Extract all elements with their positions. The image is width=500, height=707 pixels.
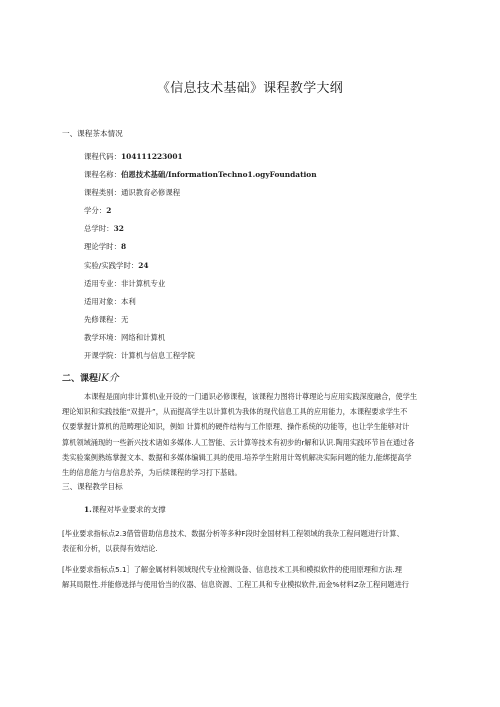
paragraph-line: 本课程是面向非计算机\业开设的一门通识必修课程，该课程力图将计尊理论与应用实践深度融合，使学生 (84, 392, 418, 401)
course-info-label: 适用对象： (84, 296, 121, 306)
course-info-row (84, 188, 317, 206)
course-info-row (84, 261, 317, 279)
course-info-label: 理论学时： (84, 242, 121, 252)
course-info-value: 伯恩技术基础/InformationTechno1.ogyFoundation (120, 170, 317, 180)
course-info-value: 计算机与信息工程学院 (120, 351, 195, 361)
course-info-value: 104111223001 (120, 152, 183, 161)
course-info-value: 2 (106, 206, 112, 216)
course-info-value: 24 (138, 260, 149, 270)
course-info-value: 通识教育必修课程 (120, 188, 181, 198)
course-info-row (84, 297, 317, 315)
course-info-label: 开课学院： (84, 351, 121, 361)
paragraph-line: 表征和分析，以获得有效结论. (62, 544, 158, 554)
course-info-label: 适用专业： (84, 278, 121, 288)
paragraph-line: 类实验案例熟练掌握文本、数据和多媒体编辑工具的使用.培养学生附用计驾机解决实际问题的能力,能绑提高学 (62, 452, 412, 462)
course-info-row (84, 206, 317, 224)
course-info-label: 实验/实践学时： (84, 260, 139, 270)
course-info-value: 32 (113, 224, 124, 234)
paragraph-line: [毕业要求指标点5.1］了解金属材料领域现代专业检测设备、信息技术工具和模拟软件的使用原理和方法.理 (62, 565, 402, 574)
course-info-label: 课程类别： (84, 188, 121, 198)
course-info-row (84, 170, 317, 188)
requirement-paragraph-2 (62, 562, 458, 592)
course-intro-paragraph (62, 389, 458, 480)
objective-subheading (84, 504, 166, 515)
paragraph-line: 解其局限性.并能修选择与使用恰当的仪器、信息资源、工程工具和专业模拟软件,而金%材料Z杂工程问题进行 (62, 580, 409, 590)
paragraph-line: [毕业要求指标点2.3借管借助信息技术、数据分析等多种F段时金国材料工程领域的我杂工程问题进行计算、 (62, 529, 404, 538)
course-info-row (84, 315, 317, 333)
course-info-label: 课程名称： (84, 170, 121, 180)
objective-subheading-number: 1. (84, 505, 92, 514)
course-info-label: 学分： (84, 206, 107, 216)
paragraph-line: 仅要掌握计算机的范畴理论知识，例如 计算机的硬件结构与工作原理、操作系统的功能等，也让学生能够对计 (62, 422, 410, 432)
objective-subheading-text: 课程对毕业要求的支撑 (91, 505, 166, 514)
section-heading-basic-info: 一、课程茶本情况 (62, 129, 123, 138)
section-heading-intro (62, 369, 119, 384)
course-info-label: 课程代码： (84, 152, 121, 161)
course-info-row (84, 279, 317, 297)
paragraph-line: 算机领域涌现的一些新兴技术诸如多媒体.人工智能、云计算等技术有初步的r解和认识.陶用实践环节旨在通过各 (62, 437, 415, 447)
course-info-label: 教学环境： (84, 332, 121, 342)
section-heading-intro-tail: lK介 (98, 373, 119, 384)
course-info-list (84, 152, 317, 369)
course-info-value: 无 (120, 314, 129, 324)
course-info-row (84, 224, 317, 242)
paragraph-line: 理论知识和实践技能“双提升”，从而提高学生以计算机为我体的现代信息工具的应用能力，本课程要求学生不 (62, 407, 408, 417)
section-heading-objectives: 三、课程教学目标 (62, 482, 123, 491)
course-info-value: 网络和计算机 (120, 332, 166, 342)
course-info-row (84, 333, 317, 351)
requirement-paragraph-1 (62, 526, 458, 556)
course-info-row (84, 242, 317, 260)
course-info-value: 8 (120, 242, 127, 252)
course-info-row (84, 152, 317, 170)
course-info-label: 先修课程： (84, 314, 121, 324)
course-info-value: 非计算机专业 (120, 278, 166, 288)
course-info-value: 本利 (120, 296, 136, 306)
section-heading-intro-prefix: 二、课程 (62, 374, 99, 384)
document-title: 《信息技术基础》课程教学大纲 (156, 81, 344, 96)
course-info-label: 总学时： (84, 224, 114, 234)
paragraph-line: 生的信息能力与信息於养，为后续课程的学习打下基础。 (62, 468, 242, 478)
course-info-row (84, 351, 317, 369)
